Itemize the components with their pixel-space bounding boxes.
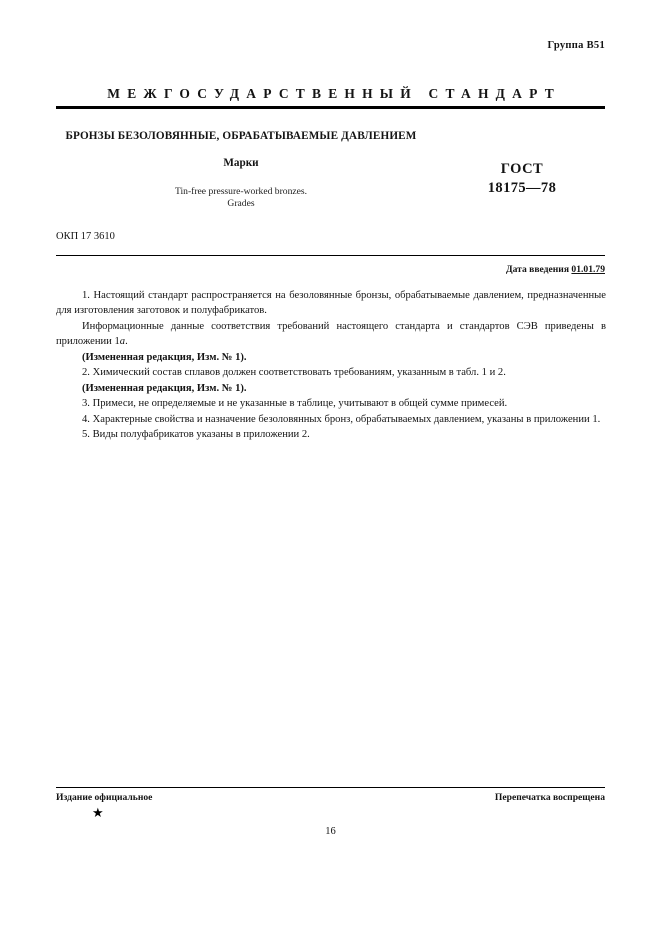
- banner-divider: [56, 106, 605, 109]
- standard-banner: МЕЖГОСУДАРСТВЕННЫЙ СТАНДАРТ: [107, 86, 561, 101]
- clause-2: 2. Химический состав сплавов должен соответствовать требованиям, указанным в табл. 1 и 2.: [82, 367, 506, 379]
- page-number: 16: [325, 826, 336, 837]
- document-body: [56, 288, 606, 443]
- okp-code: ОКП 17 3610: [56, 231, 115, 242]
- date-introduction: [56, 264, 605, 275]
- title-english-line2: Grades: [227, 197, 255, 209]
- date-divider: [56, 255, 605, 256]
- title-english-line1: Tin-free pressure-worked bronzes.: [174, 185, 308, 197]
- clause-1-info: [56, 319, 606, 350]
- document-subtitle: Марки: [223, 156, 259, 169]
- date-introduction-value: 01.01.79: [571, 264, 605, 275]
- revision-note-1: (Измененная редакция, Изм. № 1).: [82, 351, 247, 363]
- clause-3: 3. Примеси, не определяемые и не указанные в таблице, учитывают в общей сумме примесей.: [82, 398, 508, 410]
- star-icon: ★: [92, 805, 104, 820]
- clause-4: 4. Характерные свойства и назначение безоловянных бронз, обрабатываемых давлением, указаны в приложении 1.: [82, 413, 601, 425]
- clause-1-info-italic: а: [119, 336, 126, 348]
- document-title: БРОНЗЫ БЕЗОЛОВЯННЫЕ, ОБРАБАТЫВАЕМЫЕ ДАВЛЕНИЕМ: [65, 130, 417, 142]
- revision-note-2: (Измененная редакция, Изм. № 1).: [82, 382, 247, 394]
- title-block: [56, 130, 426, 210]
- clause-1-info-suffix: .: [125, 336, 128, 348]
- footer-right-text: Перепечатка воспрещена: [494, 792, 605, 803]
- standard-label: ГОСТ: [500, 161, 544, 177]
- footer-left-text: Издание официальное: [56, 792, 153, 803]
- standard-number: 18175—78: [487, 180, 557, 197]
- clause-1: 1. Настоящий стандарт распространяется на безоловянные бронзы, обрабатываемые давлением, предназначенные для изготовления заготовок и полуфабрикатов.: [56, 290, 606, 317]
- clause-5: 5. Виды полуфабрикатов указаны в приложении 2.: [82, 429, 310, 441]
- group-code: Группа В51: [547, 40, 605, 51]
- clause-1-info-text: Информационные данные соответствия требований настоящего стандарта и стандартов СЭВ приведены в приложении 1: [56, 320, 606, 348]
- footer-divider: [56, 787, 605, 788]
- date-introduction-label: Дата введения: [505, 264, 570, 275]
- standard-number-block: [432, 160, 612, 198]
- title-english: [56, 186, 426, 210]
